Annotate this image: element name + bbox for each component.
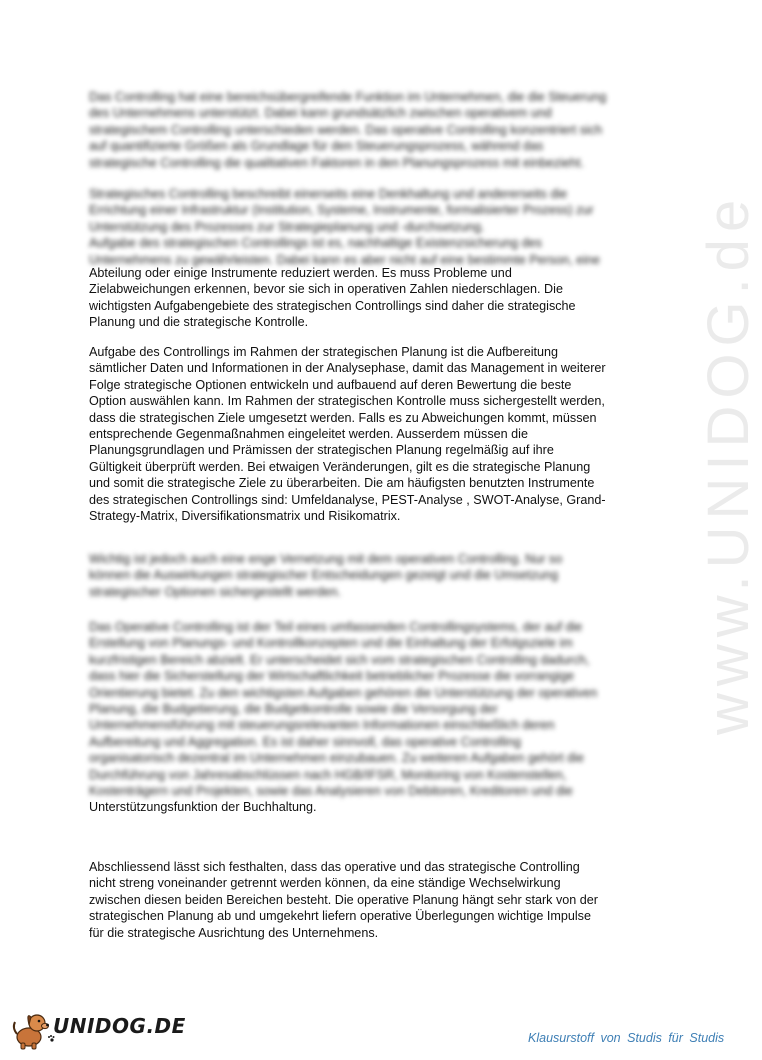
paragraph-strategic-planning [89,344,664,524]
paragraph-text: Unterstützungsfunktion der Buchhaltung. [89,800,317,815]
logo-text: UNIDOG.DE [53,1014,186,1038]
paragraph-conclusion [89,859,664,941]
dog-mascot-icon [8,1010,56,1050]
footer-tagline: Klausurstoff von Studis für Studis [528,1031,725,1045]
paragraph-text: Das Controlling hat eine bereichsübergreifende Funktion im Unternehmen, die die Steuerung des Unternehmens unterstützt. Dabei kann grundsätzlich zwischen operativem und strategischem Controlling unterschieden werden. Das operative Controlling konzentriert sich auf quantifizierte Größen als Grundlage für den Steuerungsprozess, während das strategische Controlling die qualitativen Faktoren in den Planungsprozess mit einbezieht. [89,90,607,170]
paragraph-text-blurred: Das Operative Controlling ist der Teil eines umfassenden Controllingsystems, der auf die Erstellung von Planungs- und Kontrollkonzepten und die Einhaltung der Erfolgsziele im kurzfristigen Bereich abzielt. Er unterscheidet sich vom strategischen Controlling dadurch, dass hier die Sicherstellung der Wirtschaftlichkeit betrieblicher Prozesse die vorrangige Orientierung bietet. Zu den wichtigsten Aufgaben gehören die Unterstützung der operativen Planung, die Budgetierung, die Budgetkontrolle sowie die Versorgung der Unternehmensführung mit steuerungsrelevanten Informationen einschließlich deren Aufbereitung und Aggregation. Es ist daher sinnvoll, das operative Controlling organisatorisch dezentral im Unternehmen einzubauen. Zu weiteren Aufgaben gehört die Durchführung von Jahresabschlüssen nach HGB/IFSR, Monitoring von Kostenstellen, Kostenträgern und Projekten, sowie das Analysieren von Debitoren, Kreditoren und die [89,620,598,799]
paragraph-intro-blurred [89,89,664,171]
unidog-logo [8,1010,186,1050]
paragraph-text: Abteilung oder einige Instrumente reduziert werden. Es muss Probleme und Zielabweichungen erkennen, bevor sie sich in operativen Zahlen niederschlagen. Die wichtigsten Aufgabengebiete des strategischen Controllings sind daher die strategische Planung und die strategische Kontrolle. [89,266,576,330]
watermark: www.UNIDOG.de [696,192,761,735]
paragraph-operative [89,619,664,816]
paragraph-text: Strategisches Controlling beschreibt einerseits eine Denkhaltung und andererseits die Errichtung einer Infrastruktur (Institution, Systeme, Instrumente, formalisierter Prozess) zur Unterstützung des Prozesses zur Strategieplanung und -durchsetzung. Aufgabe des strategischen Controllings ist es, nachhaltige Existenzsicherung des Unternehmens zu gewährleisten. Dabei kann es aber nicht auf eine bestimmte Person, eine [89,187,601,267]
paragraph-strategic-blurred [89,186,664,268]
paragraph-text: Aufgabe des Controllings im Rahmen der strategischen Planung ist die Aufbereitung sämtlicher Daten und Informationen in der Analysephase, damit das Management in weiterer Folge strategische Optionen entwickeln und aufbauend auf deren Bewertung die beste Option auswählen kann. Im Rahmen der strategischen Kontrolle muss sichergestellt werden, dass die strategischen Ziele umgesetzt werden. Falls es zu Abweichungen kommt, müssen entsprechende Gegenmaßnahmen eingeleitet werden. Ausserdem müssen die Planungsgrundlagen und Prämissen der strategischen Planung regelmäßig auf ihre Gültigkeit überprüft werden. Bei etwaigen Veränderungen, gilt es die strategische Planung und somit die strategische Ziele zu überarbeiten. Die am häufigsten benutzten Instrumente des strategischen Controllings sind: Umfeldanalyse, PEST-Analyse , SWOT-Analyse, Grand- Strategy-Matrix, Diversifikationsmatrix und Risikomatrix. [89,345,606,524]
paragraph-strategic-visible [89,265,664,331]
paragraph-text: Abschliessend lässt sich festhalten, dass das operative und das strategische Controlling nicht streng voneinander getrennt werden können, da eine ständige Wechselwirkung zwischen diesen beiden Bereichen besteht. Die operative Planung hängt sehr stark von der strategischen Planung ab und umgekehrt liefern operative Überlegungen wichtige Impulse für die strategische Ausrichtung des Unternehmens. [89,860,598,940]
paragraph-text: Wichtig ist jedoch auch eine enge Vernetzung mit dem operativen Controlling. Nur so können die Auswirkungen strategischer Entscheidungen gezeigt und die Umsetzung strategischer Optionen sichergestellt werden. [89,552,563,599]
paragraph-linkage-blurred [89,551,664,600]
